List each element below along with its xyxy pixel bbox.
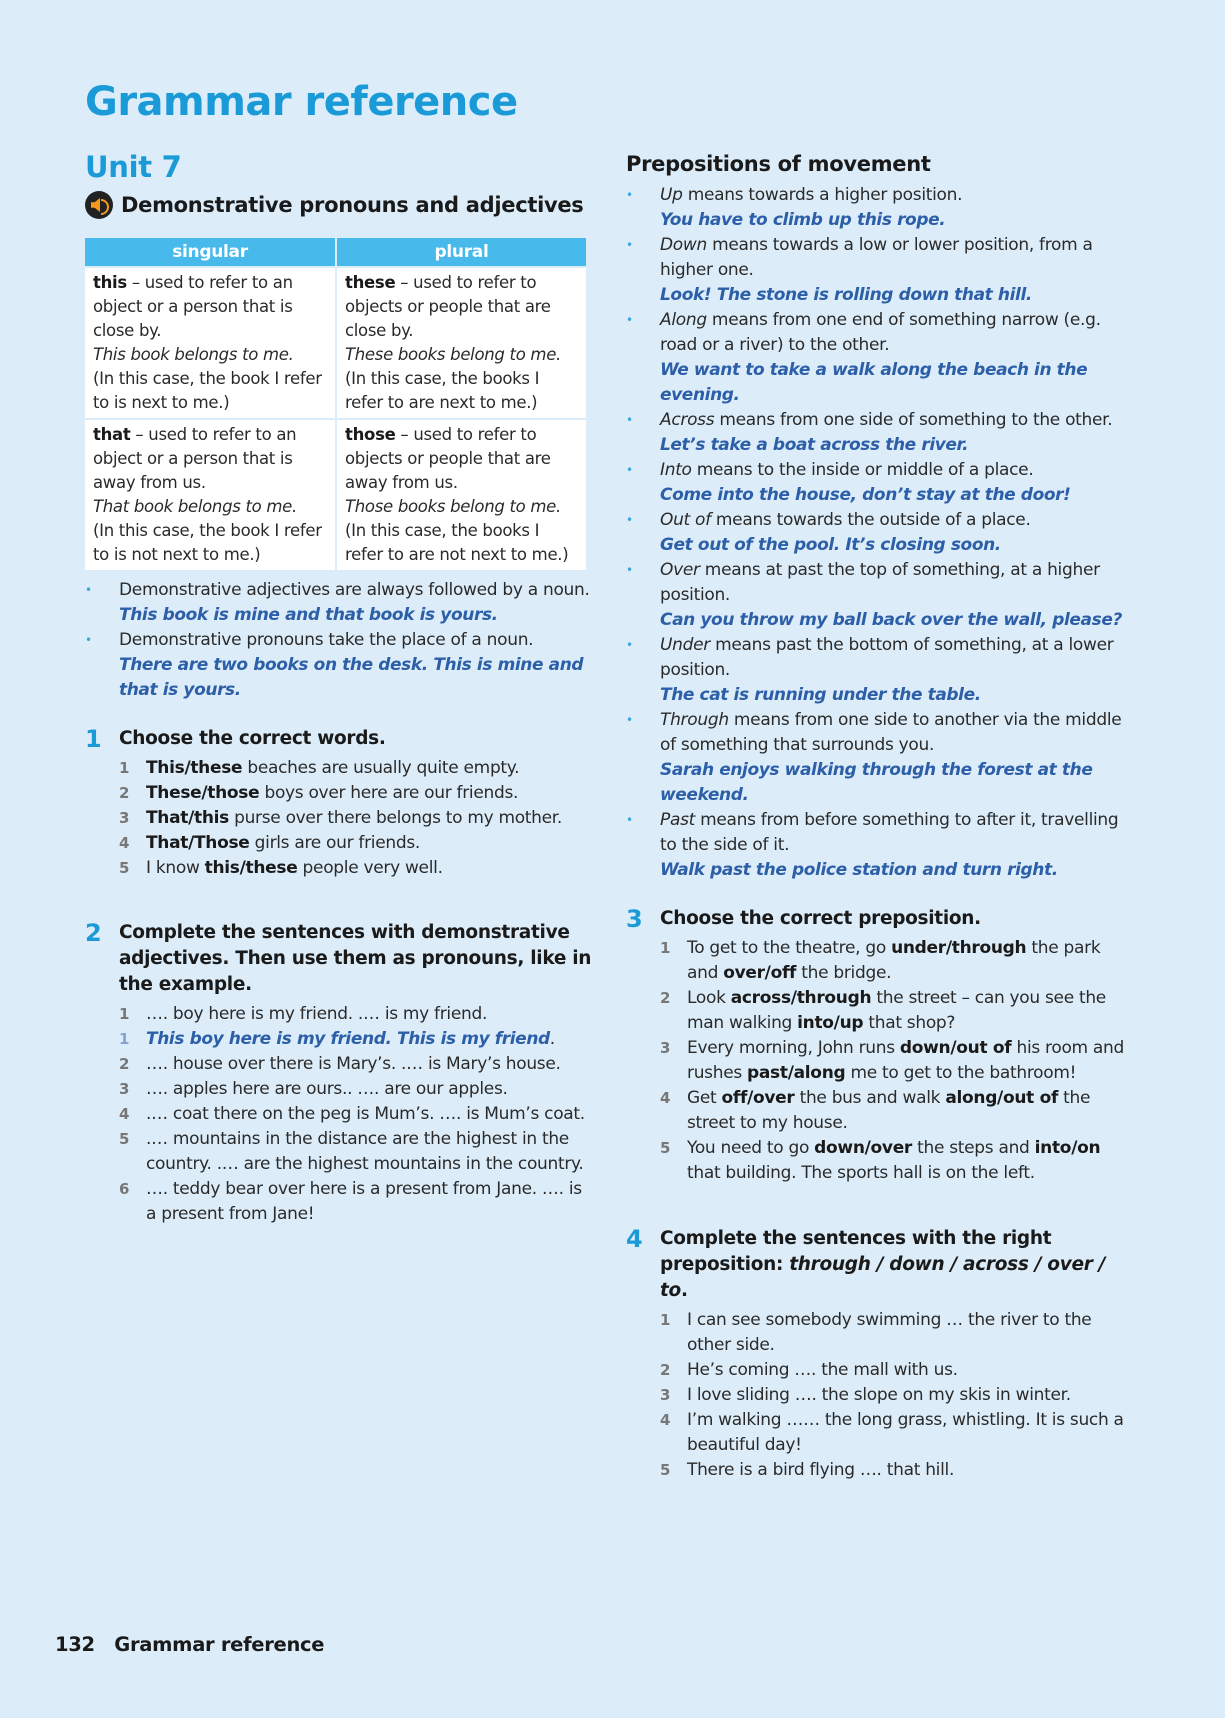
text-segment: I’m walking …… the long grass, whistling. It is such a beautiful day! xyxy=(687,1410,1124,1455)
item-text xyxy=(146,1077,508,1102)
item-text xyxy=(687,1408,1136,1458)
text-segment: .… coat there on the peg is Mum’s. …. is Mum’s coat. xyxy=(146,1104,585,1124)
definition xyxy=(345,423,578,495)
item-number: 5 xyxy=(119,1130,130,1148)
item-text xyxy=(687,1036,1136,1086)
text-segment: the street to my house. xyxy=(687,1088,1091,1133)
bullet-item xyxy=(85,628,590,703)
exercise-number: 1 xyxy=(85,725,102,753)
item-number: 1 xyxy=(660,939,671,957)
preposition-term: Through xyxy=(660,710,729,730)
example-sentence: This book belongs to me. xyxy=(93,345,294,364)
bullet-item xyxy=(626,708,1136,808)
header-plural: plural xyxy=(336,238,587,267)
text-segment: the park and xyxy=(687,938,1101,983)
option-text: into/up xyxy=(797,1013,864,1033)
item-number: 4 xyxy=(119,834,130,852)
item-number: 1 xyxy=(660,1311,671,1329)
exercise-item xyxy=(660,1136,1136,1186)
term: these xyxy=(345,273,396,292)
section-heading xyxy=(85,190,584,220)
exercise-number: 3 xyxy=(626,905,643,933)
audio-speaker-icon[interactable] xyxy=(85,191,113,219)
bullet-text xyxy=(660,308,1136,358)
bullet-text xyxy=(660,183,1136,208)
exercise-header xyxy=(626,906,1136,932)
table-row xyxy=(85,419,587,570)
preposition-term: Up xyxy=(660,185,683,205)
example-sentence: You have to climb up this rope. xyxy=(660,210,946,230)
bullet-item xyxy=(626,558,1136,633)
example-sentence: Those books belong to me. xyxy=(345,497,561,516)
option-text: down/out of xyxy=(899,1038,1012,1058)
bullet-text xyxy=(660,633,1136,683)
bullet-rest: means towards the outside of a place. xyxy=(710,510,1031,530)
example-sentence: This book is mine and that book is yours. xyxy=(119,605,498,625)
exercise-header xyxy=(85,920,595,998)
exercise-item xyxy=(119,856,595,881)
bullet-item xyxy=(626,183,1136,233)
text-segment: Get xyxy=(687,1088,722,1108)
exercise-item xyxy=(119,1002,595,1027)
exercise-items xyxy=(626,1308,1136,1483)
exercise-items xyxy=(85,756,595,881)
item-text xyxy=(146,831,420,856)
example-sentence: Look! The stone is rolling down that hill. xyxy=(660,285,1032,305)
text-segment: that shop? xyxy=(863,1013,956,1033)
exercise-item xyxy=(119,806,595,831)
preposition-term: Along xyxy=(660,310,707,330)
option-text: over/off xyxy=(723,963,797,983)
text-segment: There is a bird flying …. that hill. xyxy=(687,1460,955,1480)
text-segment: the street – can you see the man walking xyxy=(687,988,1106,1033)
example-sentence: We want to take a walk along the beach in the evening. xyxy=(660,360,1088,405)
item-number: 4 xyxy=(119,1105,130,1123)
bullet-rest: means at past the top of something, at a higher position. xyxy=(660,560,1100,605)
page-footer xyxy=(55,1632,324,1657)
exercise-title xyxy=(660,1226,1136,1304)
preposition-term: Out of xyxy=(660,510,711,530)
bullet-rest: means towards a higher position. xyxy=(682,185,963,205)
exercise-2 xyxy=(85,920,595,1227)
definition-text: – used to refer to an object or a person that is close by. xyxy=(93,273,293,340)
text-segment: Every morning, John runs xyxy=(687,1038,900,1058)
item-number: 3 xyxy=(660,1039,671,1057)
bullet-text xyxy=(660,233,1136,283)
item-text xyxy=(146,1102,585,1127)
item-text xyxy=(687,1383,1071,1408)
bullet-item xyxy=(626,508,1136,558)
left-bullets xyxy=(85,578,590,703)
option-text: That/this xyxy=(146,808,229,828)
bullet-item xyxy=(626,633,1136,708)
exercise-item xyxy=(119,1077,595,1102)
text-segment: his room and rushes xyxy=(687,1038,1125,1083)
text-segment: …. apples here are ours.. …. are our apples. xyxy=(146,1079,508,1099)
bullet-rest: means from one side to another via the middle of something that surrounds you. xyxy=(660,710,1122,755)
exercise-item xyxy=(119,781,595,806)
definition xyxy=(93,423,327,495)
item-text xyxy=(687,1458,954,1483)
table-cell xyxy=(336,267,587,419)
text-segment: people very well. xyxy=(297,858,443,878)
definition xyxy=(93,271,327,343)
item-number: 3 xyxy=(119,1080,130,1098)
exercise-item xyxy=(119,1102,595,1127)
item-number: 2 xyxy=(119,1055,130,1073)
text-segment: . xyxy=(680,1280,688,1301)
exercise-title xyxy=(660,906,981,932)
exercise-item xyxy=(660,1383,1136,1408)
text-segment: beaches are usually quite empty. xyxy=(242,758,520,778)
bullet-item xyxy=(85,578,590,628)
text-segment: through / down / across / over / to xyxy=(660,1254,1106,1301)
example-sentence: Get out of the pool. It’s closing soon. xyxy=(660,535,1001,555)
item-text xyxy=(146,856,443,881)
exercise-item xyxy=(660,1458,1136,1483)
exercise-items xyxy=(85,1002,595,1227)
exercise-item xyxy=(119,831,595,856)
item-text xyxy=(687,1308,1136,1358)
bullet-text xyxy=(660,508,1136,533)
exercise-item xyxy=(660,1086,1136,1136)
demonstratives-table xyxy=(85,238,588,570)
option-text: across/through xyxy=(730,988,872,1008)
option-text: This/these xyxy=(146,758,243,778)
item-number: 5 xyxy=(660,1139,671,1157)
example-sentence: That book belongs to me. xyxy=(93,497,297,516)
bullet-rest: means from one end of something narrow (e.g. road or a river) to the other. xyxy=(660,310,1101,355)
exercise-title xyxy=(119,726,386,752)
exercise-item xyxy=(660,986,1136,1036)
preposition-term: Over xyxy=(660,560,700,580)
exercise-item xyxy=(119,1177,595,1227)
bullet-text xyxy=(660,708,1136,758)
text-segment: me to get to the bathroom! xyxy=(845,1063,1077,1083)
item-number: 5 xyxy=(119,859,130,877)
item-number: 1 xyxy=(119,1030,130,1048)
preposition-term: Past xyxy=(660,810,695,830)
text-segment: I know xyxy=(146,858,205,878)
text-segment: Look xyxy=(687,988,731,1008)
text-segment: the bus and walk xyxy=(794,1088,946,1108)
exercise-4 xyxy=(626,1226,1136,1483)
text-segment: He’s coming …. the mall with us. xyxy=(687,1360,958,1380)
exercise-item xyxy=(660,1308,1136,1358)
prepositions-heading: Prepositions of movement xyxy=(626,152,931,176)
page-title: Grammar reference xyxy=(85,79,518,125)
option-text: These/those xyxy=(146,783,260,803)
text-segment: …. house over there is Mary’s. .… is Mary’s house. xyxy=(146,1054,561,1074)
term: those xyxy=(345,425,396,444)
page-number: 132 xyxy=(55,1633,95,1656)
exercise-item xyxy=(119,756,595,781)
item-text xyxy=(146,1127,595,1177)
table-row xyxy=(85,267,587,419)
item-number: 3 xyxy=(119,809,130,827)
bullet-item xyxy=(626,408,1136,458)
text-segment: girls are our friends. xyxy=(249,833,420,853)
item-text xyxy=(146,781,518,806)
item-text xyxy=(687,1086,1136,1136)
bullet-text: • Demonstrative pronouns take the place of a noun. xyxy=(119,630,534,650)
bullet-rest: means towards a low or lower position, from a higher one. xyxy=(660,235,1093,280)
text-segment: boys over here are our friends. xyxy=(259,783,519,803)
bullet-text xyxy=(660,558,1136,608)
example-sentence: There are two books on the desk. This is mine and that is yours. xyxy=(119,655,584,700)
text-segment: …. teddy bear over here is a present from Jane. …. is a present from Jane! xyxy=(146,1179,582,1224)
item-number: 3 xyxy=(660,1386,671,1404)
item-number: 2 xyxy=(660,1361,671,1379)
item-text xyxy=(146,1002,487,1027)
footer-label: Grammar reference xyxy=(114,1633,325,1656)
text-segment: …. boy here is my friend. .… is my friend. xyxy=(146,1004,488,1024)
text-segment: You need to go xyxy=(687,1138,815,1158)
option-text: along/out of xyxy=(945,1088,1059,1108)
example-sentence: Let’s take a boat across the river. xyxy=(660,435,969,455)
section-title: Demonstrative pronouns and adjectives xyxy=(121,193,584,217)
bullet-rest: means past the bottom of something, at a lower position. xyxy=(660,635,1114,680)
exercise-item xyxy=(119,1127,595,1177)
text-segment: To get to the theatre, go xyxy=(687,938,892,958)
exercise-item xyxy=(660,1036,1136,1086)
exercise-header xyxy=(85,726,595,752)
option-text: under/through xyxy=(891,938,1027,958)
exercise-3 xyxy=(626,906,1136,1186)
right-bullets xyxy=(626,183,1136,883)
exercise-number: 2 xyxy=(85,919,102,947)
item-number: 6 xyxy=(119,1180,130,1198)
item-text xyxy=(687,1358,958,1383)
option-text: this/these xyxy=(204,858,298,878)
note: (In this case, the books I refer to are next to me.) xyxy=(345,369,540,412)
bullet-text xyxy=(660,808,1136,858)
note: (In this case, the book I refer to is next to me.) xyxy=(93,369,322,412)
bullet-item xyxy=(626,458,1136,508)
text-segment: Complete the sentences with demonstrative adjectives. Then use them as pronouns, like in the example. xyxy=(119,922,592,995)
bullet-item xyxy=(626,308,1136,408)
text-segment: purse over there belongs to my mother. xyxy=(228,808,563,828)
bullet-rest: means from before something to after it, travelling to the side of it. xyxy=(660,810,1119,855)
item-number: 1 xyxy=(119,759,130,777)
table-cell xyxy=(336,419,587,570)
item-text xyxy=(687,1136,1136,1186)
bullet-text: • Demonstrative adjectives are always followed by a noun. xyxy=(119,580,590,600)
table-cell xyxy=(85,267,336,419)
item-text xyxy=(687,936,1136,986)
example-sentence: Sarah enjoys walking through the forest at the weekend. xyxy=(660,760,1093,805)
example-sentence: Walk past the police station and turn right. xyxy=(660,860,1058,880)
item-text xyxy=(146,806,562,831)
unit-heading: Unit 7 xyxy=(85,150,182,184)
example-sentence: Come into the house, don’t stay at the door! xyxy=(660,485,1071,505)
item-text xyxy=(146,1177,595,1227)
text-segment: the steps and xyxy=(912,1138,1035,1158)
exercise-item xyxy=(660,1358,1136,1383)
bullet-text xyxy=(660,408,1136,433)
exercise-item xyxy=(660,1408,1136,1458)
definition-text: – used to refer to an object or a person that is away from us. xyxy=(93,425,297,492)
definition-text: – used to refer to objects or people that are close by. xyxy=(345,273,551,340)
option-text: down/over xyxy=(814,1138,913,1158)
exercise-items xyxy=(626,936,1136,1186)
preposition-term: Under xyxy=(660,635,710,655)
option-text: past/along xyxy=(747,1063,846,1083)
item-number: 5 xyxy=(660,1461,671,1479)
text-segment: the bridge. xyxy=(796,963,892,983)
term: this xyxy=(93,273,127,292)
preposition-term: Across xyxy=(660,410,715,430)
example-sentence: The cat is running under the table. xyxy=(660,685,981,705)
item-text xyxy=(146,1052,561,1077)
option-text: That/Those xyxy=(146,833,250,853)
item-text xyxy=(146,756,519,781)
note: (In this case, the books I refer to are not next to me.) xyxy=(345,521,569,564)
exercise-title xyxy=(119,920,595,998)
text-segment: I love sliding …. the slope on my skis in winter. xyxy=(687,1385,1071,1405)
exercise-number: 4 xyxy=(626,1225,643,1253)
note: (In this case, the book I refer to is not next to me.) xyxy=(93,521,322,564)
item-number: 1 xyxy=(119,1005,130,1023)
option-text: into/on xyxy=(1034,1138,1101,1158)
option-text: off/over xyxy=(721,1088,795,1108)
term: that xyxy=(93,425,131,444)
text-segment: Choose the correct preposition. xyxy=(660,908,981,929)
item-number: 2 xyxy=(119,784,130,802)
preposition-term: Down xyxy=(660,235,707,255)
bullet-rest: means from one side of something to the other. xyxy=(714,410,1113,430)
table-cell xyxy=(85,419,336,570)
text-segment: I can see somebody swimming … the river to the other side. xyxy=(687,1310,1092,1355)
text-segment: .… mountains in the distance are the highest in the country. .… are the highest mountains in the country. xyxy=(146,1129,584,1174)
definition xyxy=(345,271,578,343)
item-number: 2 xyxy=(660,989,671,1007)
item-number: 4 xyxy=(660,1411,671,1429)
example-sentence: These books belong to me. xyxy=(345,345,561,364)
bullet-item xyxy=(626,233,1136,308)
bullet-text xyxy=(660,458,1136,483)
bullet-item xyxy=(626,808,1136,883)
item-number: 4 xyxy=(660,1089,671,1107)
item-text xyxy=(687,986,1136,1036)
example-sentence: Can you throw my ball back over the wall, please? xyxy=(660,610,1122,630)
item-text xyxy=(146,1027,555,1052)
text-segment: This boy here is my friend. This is my friend xyxy=(146,1029,550,1049)
exercise-item xyxy=(119,1052,595,1077)
exercise-1 xyxy=(85,726,595,881)
exercise-item xyxy=(660,936,1136,986)
exercise-item xyxy=(119,1027,595,1052)
text-segment: . xyxy=(549,1029,555,1049)
definition-text: – used to refer to objects or people that are away from us. xyxy=(345,425,551,492)
text-segment: Choose the correct words. xyxy=(119,728,386,749)
exercise-header xyxy=(626,1226,1136,1304)
text-segment: Complete the sentences with the right preposition: xyxy=(660,1228,1052,1275)
header-singular: singular xyxy=(85,238,336,267)
bullet-rest: means to the inside or middle of a place. xyxy=(691,460,1034,480)
preposition-term: Into xyxy=(660,460,692,480)
text-segment: that building. The sports hall is on the left. xyxy=(687,1163,1035,1183)
